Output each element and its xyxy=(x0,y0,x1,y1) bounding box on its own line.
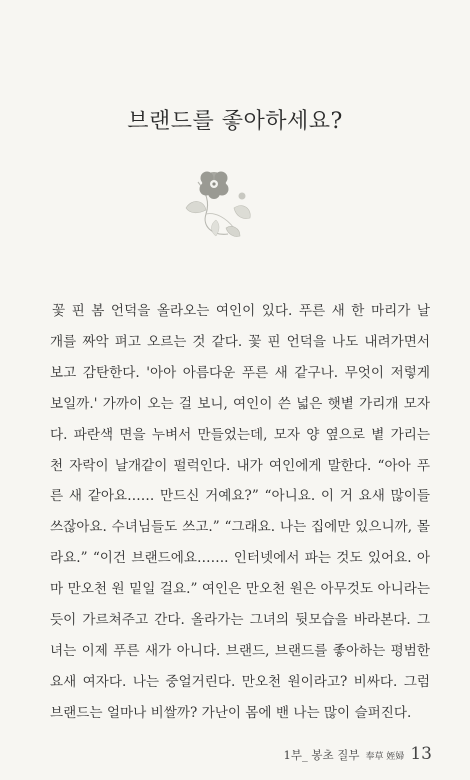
page-number: 13 xyxy=(410,744,432,764)
text-line: 쓰잖아요. 수녀님들도 쓰고.” “그래요. 나는 집에만 있으니까, 몰 xyxy=(50,519,430,536)
morning-glory-flower-ornament-icon xyxy=(176,162,258,250)
text-line: 녀는 이제 푸른 새가 아니다. 브랜드, 브랜드를 좋아하는 평범한 xyxy=(50,642,430,659)
footer-section-hanja: 奉草 姪婦 xyxy=(365,752,405,762)
text-line: 천 자락이 날개같이 펄럭인다. 내가 여인에게 말한다. “아아 푸 xyxy=(50,457,430,474)
text-line: 마 만오천 원 밑일 걸요.” 여인은 만오천 원은 아무것도 아니라는 xyxy=(50,581,430,598)
text-line: 브랜드는 얼마나 비쌀까? 가난이 몸에 밴 나는 많이 슬퍼진다. xyxy=(50,704,412,721)
text-line: 라요.” “이건 브랜드에요……. 인터넷에서 파는 것도 있어요. 아 xyxy=(50,550,430,567)
text-line: 른 새 같아요…… 만드신 거예요?” “아니요. 이 거 요새 많이들 xyxy=(50,488,430,505)
page-title: 브랜드를 좋아하세요? xyxy=(127,109,343,134)
text-line: 보일까.' 가까이 오는 걸 보니, 여인이 쓴 넓은 햇볕 가리개 모자 xyxy=(50,395,430,412)
text-line: 개를 짜악 펴고 오르는 것 같다. 꽃 핀 언덕을 나도 내려가면서 xyxy=(50,333,430,350)
text-line: 보고 감탄한다. '아아 아름다운 푸른 새 같구나. 무엇이 저렇게 xyxy=(50,364,430,381)
body-text xyxy=(50,296,430,729)
footer-section: 1부_ 봉초 질부 xyxy=(283,748,360,762)
text-line: 꽃 핀 봄 언덕을 올라오는 여인이 있다. 푸른 새 한 마리가 날 xyxy=(52,303,430,319)
page-footer xyxy=(284,744,432,764)
text-line: 다. 파란색 면을 누벼서 만들었는데, 모자 양 옆으로 볕 가리는 xyxy=(50,426,430,443)
text-line: 듯이 가르쳐주고 간다. 올라가는 그녀의 뒷모습을 바라본다. 그 xyxy=(50,612,430,629)
text-line: 요새 여자다. 나는 중얼거린다. 만오천 원이라고? 비싸다. 그럼 xyxy=(50,673,430,690)
